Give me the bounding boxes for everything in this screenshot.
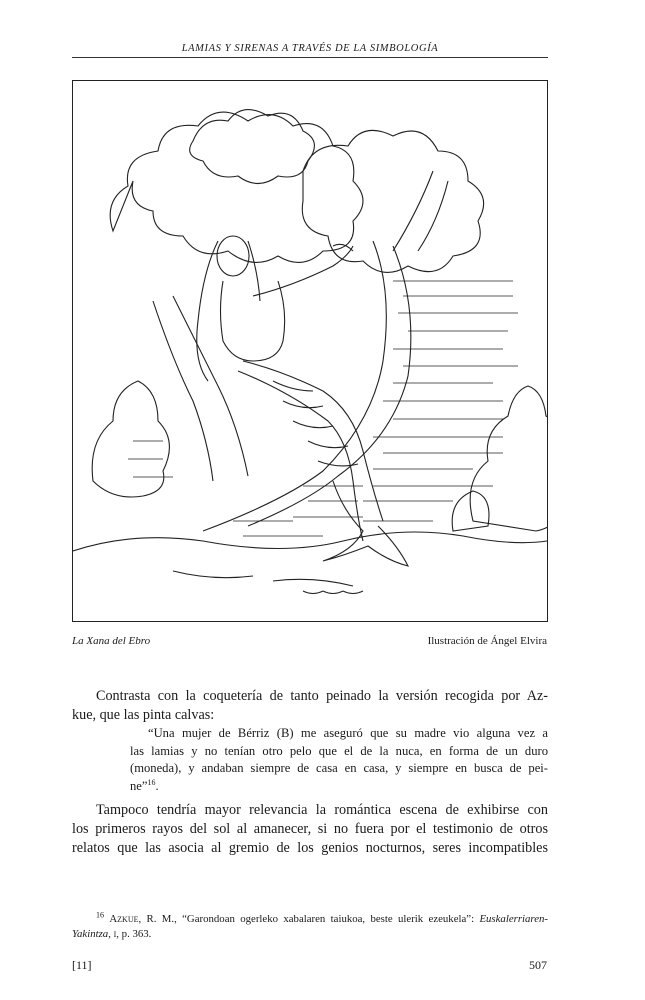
- block-quote: [130, 725, 548, 795]
- paragraph-2-line: relatos que las asocia al gremio de los genios nocturnos, seres incompatibles: [72, 840, 548, 856]
- figure-caption-credit: Ilustración de Ángel Elvira: [427, 635, 547, 647]
- quote-line: las lamias y no tenían otro pelo que el de la nuca, en forma de un duro: [130, 743, 548, 758]
- water-lines: [128, 281, 518, 536]
- paragraph-1-line: kue, que las pinta calvas:: [72, 707, 215, 723]
- page-number: 507: [529, 958, 547, 972]
- ground: [73, 532, 547, 594]
- paragraph-1: [72, 687, 548, 725]
- quote-final-text: ne”: [130, 778, 148, 793]
- quote-final-period: .: [155, 778, 159, 793]
- footnote-author: Azkue: [109, 913, 139, 925]
- quote-line-final: [130, 778, 548, 796]
- footnote-line: [72, 927, 548, 942]
- quote-line: (moneda), y andaban siempre de casa en casa, y siempre en busca de pei-: [130, 761, 548, 775]
- footnote-16: [72, 912, 548, 942]
- footnote-volume: i: [113, 928, 117, 940]
- footnote-author-rest: , R. M., “Garondoan ogerleko xabalaren taiukoa, beste ulerik ezeukela”:: [138, 913, 480, 925]
- tree-canopy: [110, 110, 483, 273]
- section-number: [11]: [72, 958, 92, 972]
- footnote-rest: ,: [108, 928, 114, 940]
- quote-line: “Una mujer de Bérriz (B) me aseguró que su madre vio alguna vez a: [148, 726, 548, 740]
- bushes-right: [452, 386, 547, 531]
- footnote-number: 16: [96, 910, 104, 920]
- bushes-left: [92, 381, 169, 497]
- mermaid-illustration: [72, 80, 548, 622]
- footnote-title-cont: Yakintza: [72, 928, 109, 940]
- figure-caption-title: La Xana del Ebro: [72, 635, 151, 647]
- mermaid-drawing: [73, 81, 547, 621]
- footnote-reference[interactable]: 16: [147, 777, 156, 787]
- paragraph-2: [72, 801, 548, 858]
- footnote-line: [72, 912, 548, 927]
- paragraph-1-line: Contrasta con la coquetería de tanto peinado la versión recogida por Az-: [96, 688, 548, 704]
- footnote-pages: , p. 363.: [116, 928, 152, 940]
- paragraph-2-line: los primeros rayos del sol al amanecer, si no fuera por el testimonio de otros: [72, 821, 548, 837]
- paragraph-2-line: Tampoco tendría mayor relevancia la romántica escena de exhibirse con: [96, 802, 548, 818]
- running-head: LAMIAS Y SIRENAS A TRAVÉS DE LA SIMBOLOGÍA: [72, 43, 548, 58]
- footnote-title: Euskalerriaren-: [479, 913, 549, 925]
- mermaid-figure: [197, 236, 408, 566]
